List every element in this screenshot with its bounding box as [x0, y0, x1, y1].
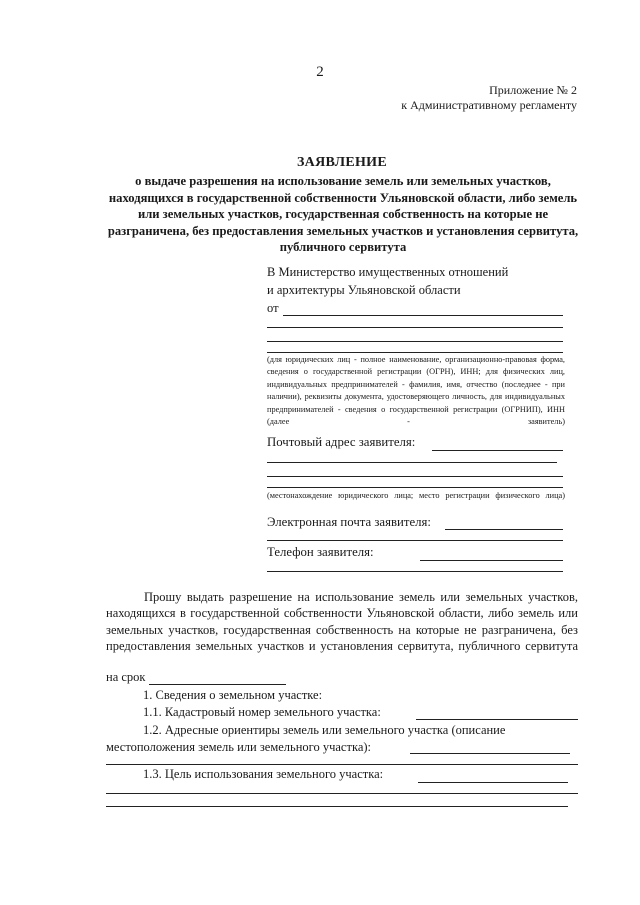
- page-number: 2: [316, 64, 324, 80]
- applicant-note: (для юридических лиц - полное наименование, организационно-правовая форма, сведения о государственной регистрации (ОГРН), ИНН; для физических лиц, индивидуальных предпринимателей - фамилия, имя, отчество (последнее - при наличии), реквизиты документа, удостоверяющего личность, для индивидуальных предпринимателей - сведения о государственной регистрации (ОГРНИП), ИНН (далее - заявитель): [267, 355, 565, 427]
- cadastral-number-field[interactable]: [416, 719, 578, 720]
- applicant-field-line-4[interactable]: [267, 352, 563, 353]
- term-label: на срок: [106, 670, 146, 684]
- applicant-field-line-3[interactable]: [267, 341, 563, 342]
- purpose-field-line-3[interactable]: [106, 806, 568, 807]
- purpose-field-line-2[interactable]: [106, 793, 578, 794]
- document-title: ЗАЯВЛЕНИЕ: [296, 155, 387, 170]
- addressee-line-2: и архитектуры Ульяновской области: [267, 283, 461, 297]
- phone-field[interactable]: [420, 560, 563, 561]
- email-label: Электронная почта заявителя:: [267, 515, 431, 529]
- phone-field-line-2[interactable]: [267, 571, 563, 572]
- from-label: от: [267, 301, 279, 315]
- section-1-2-label-continued: местоположения земель или земельного участка):: [106, 740, 372, 754]
- postal-address-field-4[interactable]: [267, 487, 563, 488]
- location-field-line-2[interactable]: [106, 764, 578, 765]
- location-field[interactable]: [410, 753, 570, 754]
- section-1-3-label: 1.3. Цель использования земельного участка:: [143, 767, 384, 781]
- postal-address-field-2[interactable]: [267, 462, 557, 463]
- section-1-1-label: 1.1. Кадастровый номер земельного участка:: [143, 705, 381, 719]
- document-subtitle: о выдаче разрешения на использование земель или земельных участков, находящихся в государственной собственности Ульяновской области, либо земель или земельных участков, государственная собственность на которые не разграничена, без предоставления земельных участков и установления сервитута, публичного сервитута: [107, 174, 579, 254]
- applicant-field-line-1[interactable]: [283, 315, 563, 316]
- section-1-heading: 1. Сведения о земельном участке:: [143, 688, 323, 702]
- postal-address-field-1[interactable]: [432, 450, 563, 451]
- phone-label: Телефон заявителя:: [267, 545, 374, 559]
- postal-address-note: (местонахождение юридического лица; место регистрации физического лица): [267, 491, 565, 500]
- purpose-field[interactable]: [418, 782, 568, 783]
- section-1-2-label: 1.2. Адресные ориентиры земель или земельного участка (описание: [143, 723, 506, 737]
- postal-address-label: Почтовый адрес заявителя:: [267, 435, 416, 449]
- term-field[interactable]: [149, 684, 286, 685]
- email-field[interactable]: [445, 529, 563, 530]
- request-paragraph: Прошу выдать разрешение на использование земель или земельных участков, находящихся в государственной собственности Ульяновской области, либо земель или земельных участков, государственная собственность на которые не разграничена, без предоставления земельных участков и установления сервитута, публичного сервитута: [106, 590, 578, 654]
- annex-reference: к Административному регламенту: [401, 98, 577, 112]
- postal-address-field-3[interactable]: [267, 476, 563, 477]
- annex-number: Приложение № 2: [489, 83, 577, 97]
- applicant-field-line-2[interactable]: [267, 327, 563, 328]
- addressee-line-1: В Министерство имущественных отношений: [267, 265, 509, 279]
- email-field-line-2[interactable]: [267, 540, 563, 541]
